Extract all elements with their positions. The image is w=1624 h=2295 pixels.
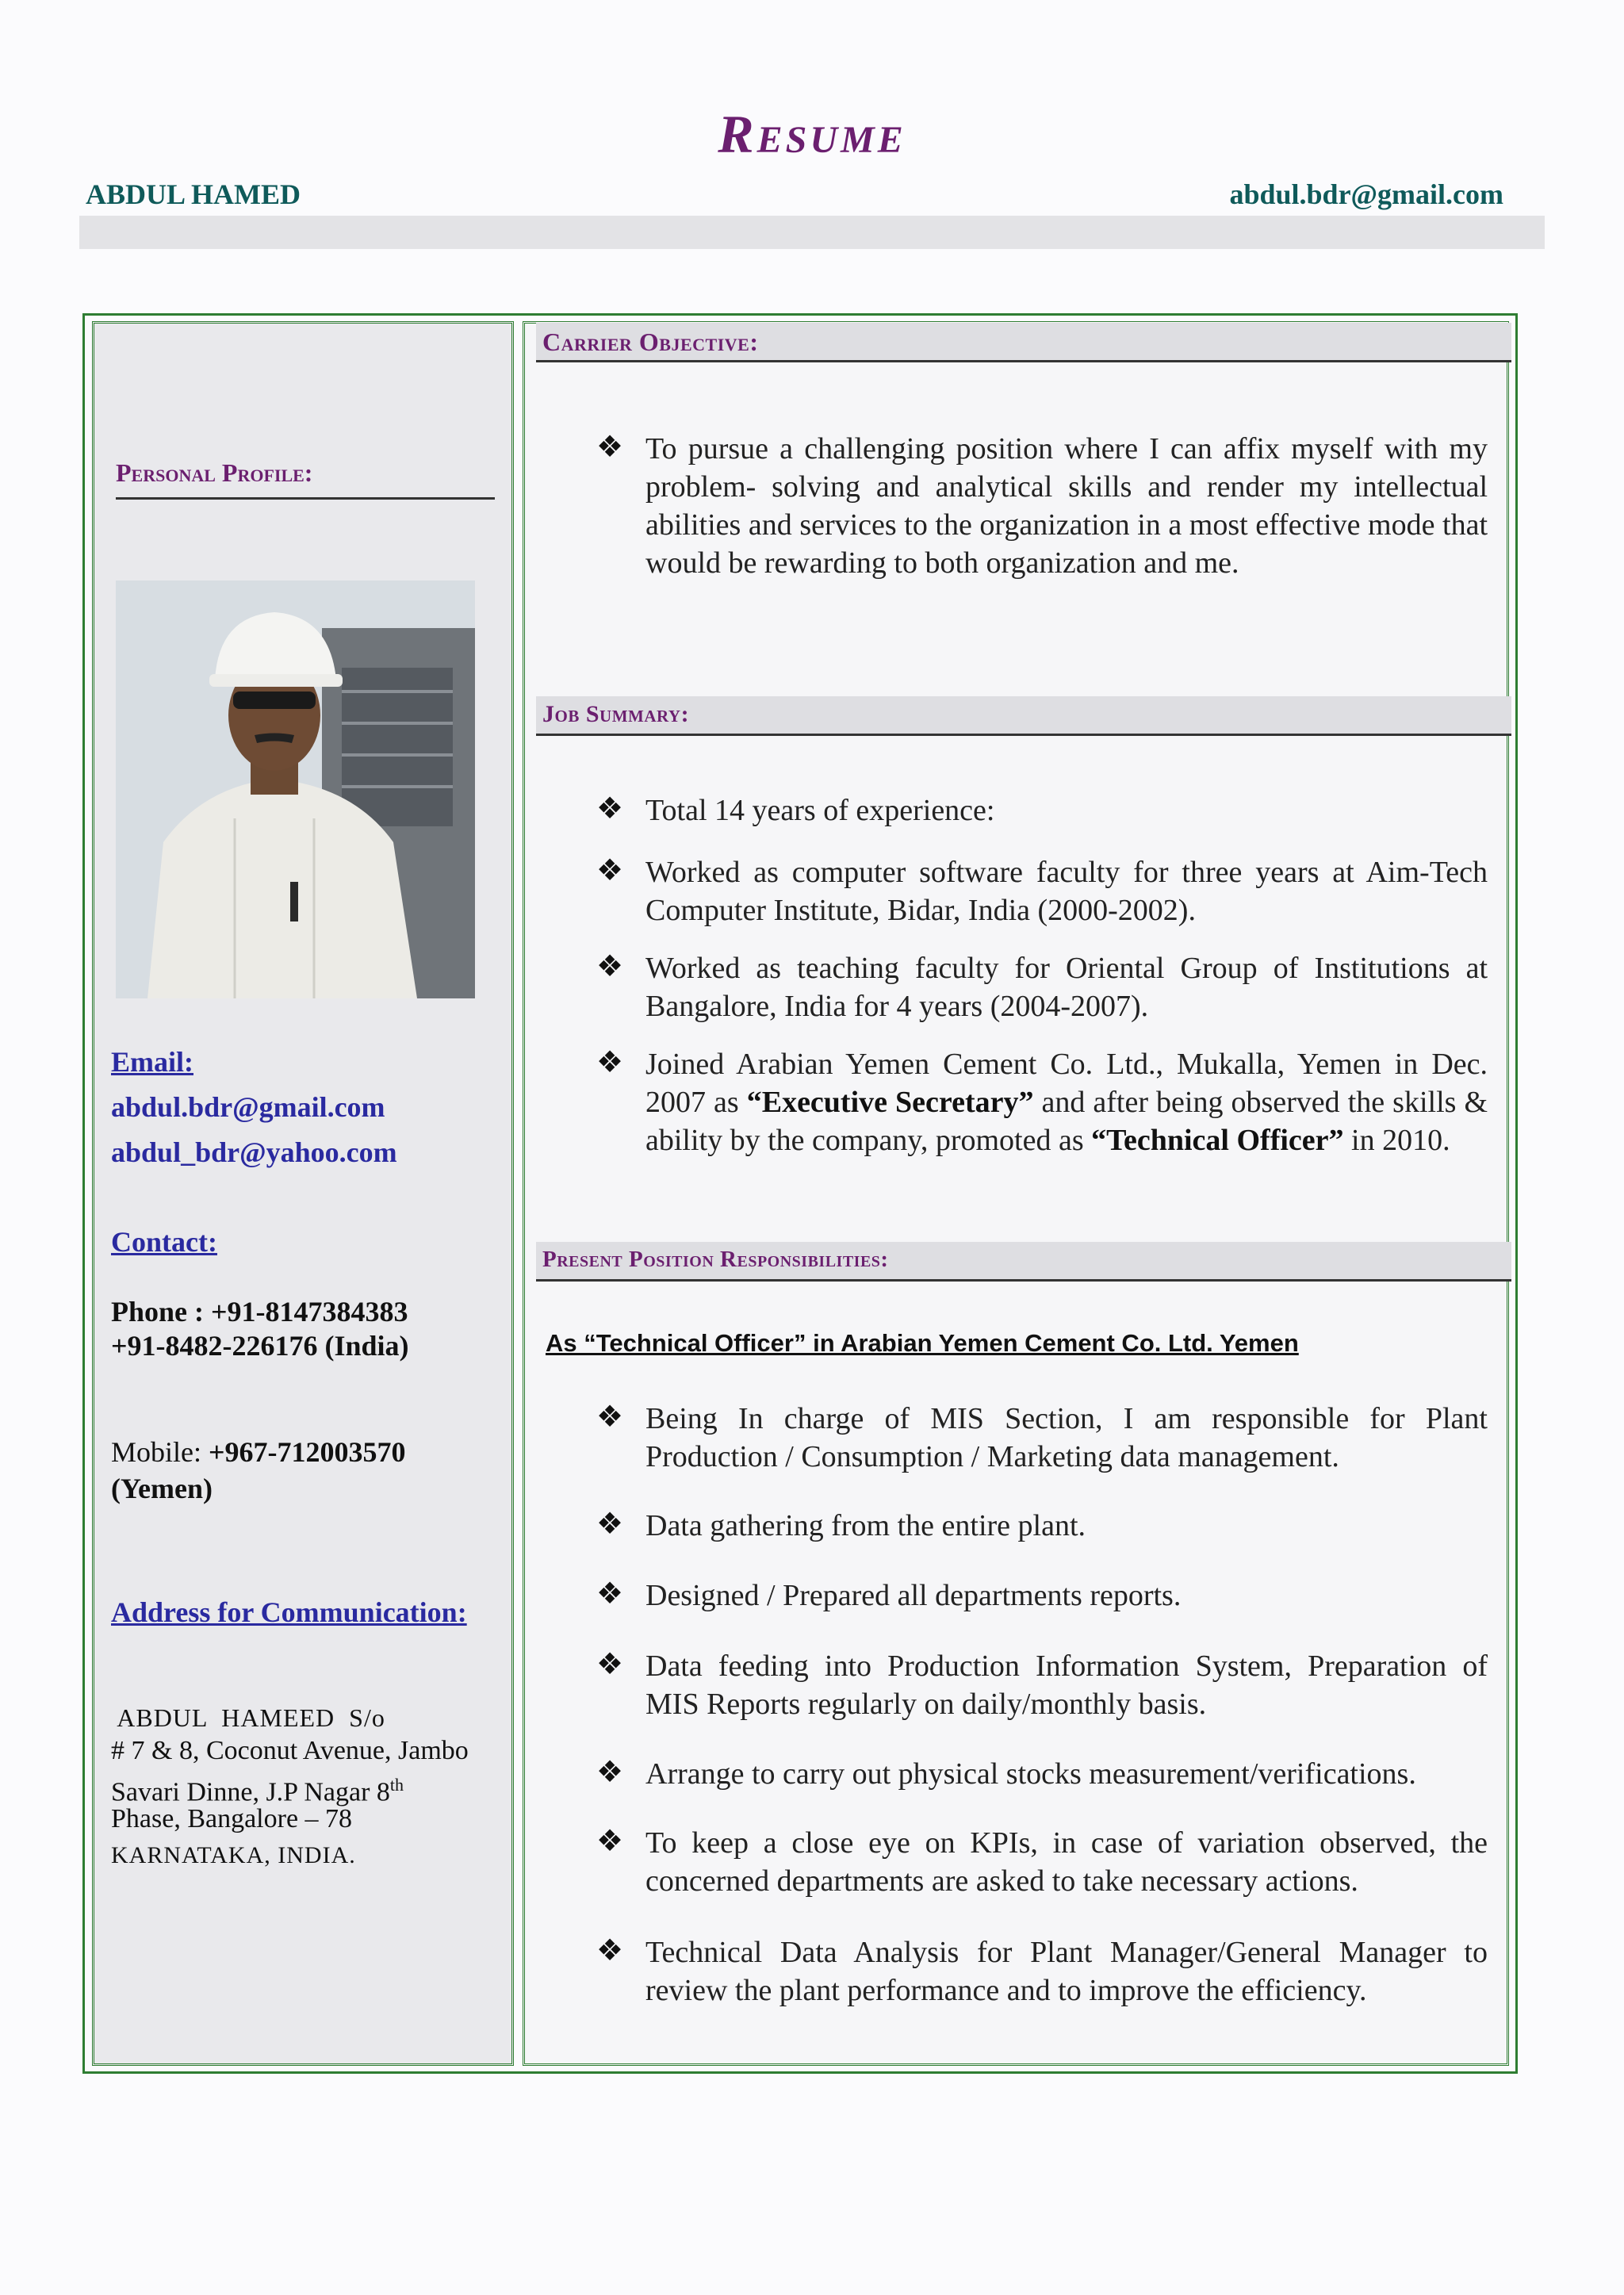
objective-item [596, 430, 1488, 582]
mobile-line [111, 1435, 406, 1469]
diamond-bullet-icon: ❖ [596, 1648, 624, 1681]
responsibility-item-7-text: Technical Data Analysis for Plant Manager/General Manager to review the plant performance and to improve the efficiency. [645, 1936, 1488, 2007]
address-label: Address for Communication: [111, 1596, 467, 1628]
summary-item-1 [596, 791, 1488, 829]
summary-item-4-part-e: in 2010. [1343, 1124, 1450, 1157]
page-title [0, 104, 1624, 164]
responsibility-item-1-text: Being In charge of MIS Section, I am responsible for Plant Production / Consumption / Marketing data management. [645, 1402, 1488, 1473]
contact-label: Contact: [111, 1226, 217, 1258]
diamond-bullet-icon: ❖ [596, 1825, 624, 1858]
header-bar [79, 216, 1545, 249]
mobile-prefix: Mobile: [111, 1436, 209, 1468]
objective-text: To pursue a challenging position where I can affix myself with my problem- solving and analytical skills and render my intellectual abilities and services to the organization in a most effective mode that would be rewarding to both organization and me. [645, 432, 1488, 580]
email-link-yahoo[interactable]: abdul_bdr@yahoo.com [111, 1136, 397, 1168]
responsibility-item-3-text: Designed / Prepared all departments reports. [645, 1579, 1182, 1612]
responsibility-item-4 [596, 1647, 1488, 1723]
summary-item-3 [596, 949, 1488, 1025]
address-ordinal-suffix: th [389, 1775, 404, 1795]
header-email[interactable]: abdul.bdr@gmail.com [1229, 178, 1503, 210]
profile-photo [116, 580, 475, 998]
mobile-number: +967-712003570 [209, 1436, 406, 1468]
summary-item-1-text: Total 14 years of experience: [645, 794, 995, 827]
address-line-1: ABDUL HAMEED S/o [111, 1703, 385, 1732]
responsibility-item-5 [596, 1755, 1488, 1793]
diamond-bullet-icon: ❖ [596, 431, 624, 464]
responsibility-item-6-text: To keep a close eye on KPIs, in case of variation observed, the concerned departments are asked to take necessary actions. [645, 1826, 1488, 1898]
diamond-bullet-icon: ❖ [596, 1046, 624, 1079]
responsibility-item-5-text: Arrange to carry out physical stocks measurement/verifications. [645, 1757, 1416, 1791]
address-line-5: KARNATAKA, INDIA. [111, 1842, 356, 1868]
responsibility-item-2-text: Data gathering from the entire plant. [645, 1509, 1086, 1542]
responsibility-item-1 [596, 1400, 1488, 1476]
diamond-bullet-icon: ❖ [596, 1756, 624, 1789]
address-line-3-text: Savari Dinne, J.P Nagar 8 [111, 1777, 390, 1807]
address-line-4: Phase, Bangalore – 78 [111, 1804, 353, 1833]
diamond-bullet-icon: ❖ [596, 1508, 624, 1541]
phone-line-1: Phone : +91-8147384383 [111, 1296, 408, 1328]
address-line-2: # 7 & 8, Coconut Avenue, Jambo [111, 1736, 469, 1765]
summary-item-4-text [645, 1045, 1488, 1159]
technical-officer-title: “Technical Officer” [1091, 1124, 1344, 1157]
summary-item-3-text: Worked as teaching faculty for Oriental Group of Institutions at Bangalore, India for 4 years (2004-2007). [645, 952, 1488, 1023]
title-rest: ESUME [756, 119, 906, 161]
objective-heading: Carrier Objective: [536, 323, 1511, 362]
profile-photo-image [116, 580, 475, 998]
candidate-name: ABDUL HAMED [86, 178, 301, 210]
mobile-country: (Yemen) [111, 1473, 213, 1504]
personal-profile-heading: Personal Profile: [116, 458, 495, 500]
executive-secretary-title: “Executive Secretary” [746, 1086, 1034, 1119]
responsibility-item-3 [596, 1577, 1488, 1615]
summary-item-4 [596, 1045, 1488, 1159]
responsibility-item-6 [596, 1824, 1488, 1900]
email-label: Email: [111, 1046, 193, 1078]
responsibilities-subheading: As “Technical Officer” in Arabian Yemen Cement Co. Ltd. Yemen [546, 1329, 1299, 1357]
responsibility-item-4-text: Data feeding into Production Information System, Preparation of MIS Reports regularly on daily/monthly basis. [645, 1649, 1488, 1721]
phone-line-2: +91-8482-226176 (India) [111, 1330, 409, 1362]
responsibility-item-7 [596, 1933, 1488, 2010]
summary-item-4-part-c: and after being observed the skills & ability by the company, promoted as [645, 1086, 1488, 1157]
diamond-bullet-icon: ❖ [596, 1934, 624, 1967]
responsibilities-heading: Present Position Responsibilities: [536, 1242, 1511, 1282]
summary-item-2 [596, 853, 1488, 929]
diamond-bullet-icon: ❖ [596, 854, 624, 887]
email-link-gmail[interactable]: abdul.bdr@gmail.com [111, 1091, 385, 1123]
diamond-bullet-icon: ❖ [596, 1400, 624, 1434]
responsibility-item-2 [596, 1507, 1488, 1545]
summary-item-4-part-a: Joined Arabian Yemen Cement Co. Ltd., Mukalla, Yemen in Dec. 2007 as [645, 1048, 1488, 1119]
diamond-bullet-icon: ❖ [596, 792, 624, 826]
summary-item-2-text: Worked as computer software faculty for three years at Aim-Tech Computer Institute, Bidar, India (2000-2002). [645, 856, 1488, 927]
diamond-bullet-icon: ❖ [596, 1577, 624, 1611]
diamond-bullet-icon: ❖ [596, 950, 624, 983]
job-summary-heading: Job Summary: [536, 696, 1511, 736]
right-panel [523, 321, 1509, 2066]
title-initial: R [718, 104, 757, 164]
